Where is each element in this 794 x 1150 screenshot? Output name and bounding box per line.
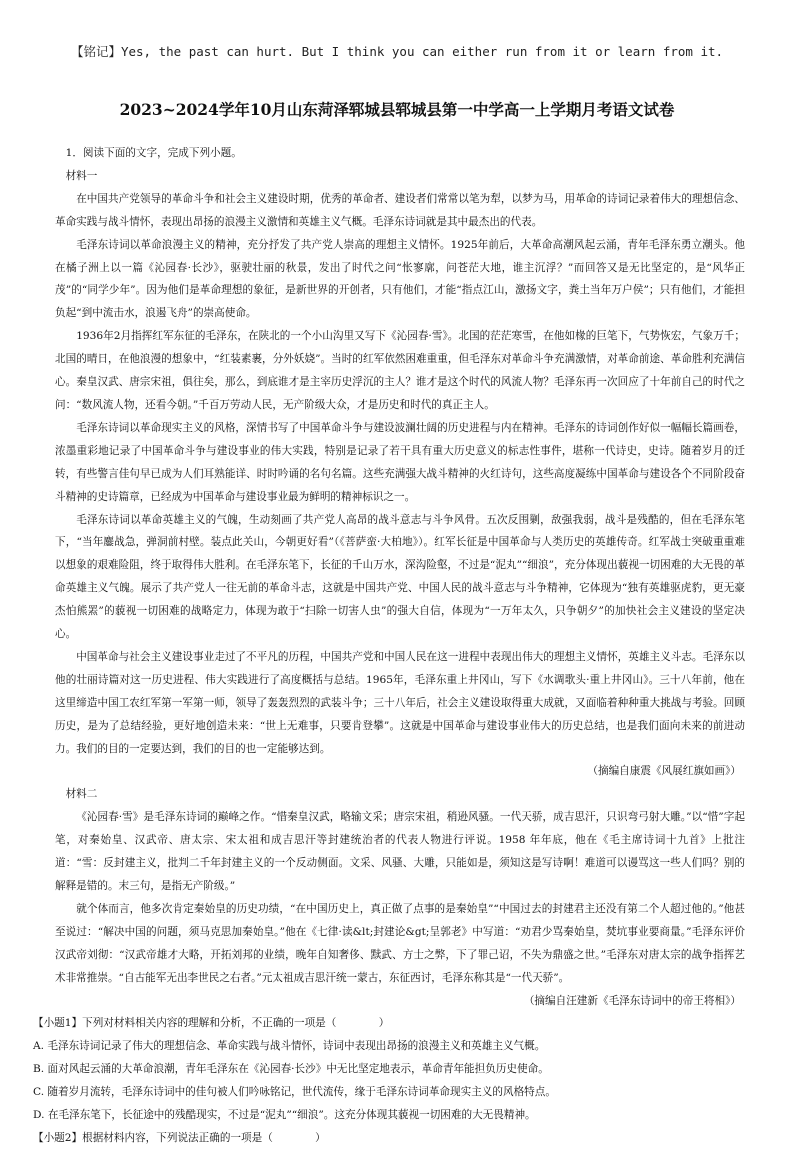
material2-label: 材料二 (65, 788, 98, 801)
question2-stem: 【小题2】根据材料内容，下列说法正确的一项是（ ） (33, 1131, 326, 1144)
page-title: 2023~2024学年10月山东菏泽郓城县郓城县第一中学高一上学期月考语文试卷 (119, 100, 675, 119)
question1-option-d: D. 在毛泽东笔下，长征途中的残酷现实，不过是“泥丸”“细浪”。这充分体现其藐视一切困难的大无畏精神。 (33, 1109, 536, 1122)
question1-option-b: B. 面对风起云涌的大革命浪潮，青年毛泽东在《沁园春·长沙》中无比坚定地表示，革命青年能担负历史使命。 (33, 1063, 549, 1076)
question1-option-a: A. 毛泽东诗词记录了伟大的理想信念、革命实践与战斗情怀，诗词中表现出昂扬的浪漫主义和英雄主义气概。 (33, 1040, 546, 1053)
material2-paragraph: 就个体而言，他多次肯定秦始皇的历史功绩，“在中国历史上，真正做了点事的是秦始皇”“中国过去的封建君主还没有第二个人超过他的。”他甚至说过：“解决中国的问题，须马克思加秦始皇。”他在《七律·读&lt;封建论&gt;呈郭老》中写道：“劝君少骂秦始皇，焚坑事业要商量。”毛泽东评价汉武帝刘彻：“汉武帝雄才大略，开拓刘邦的业绩，晚年自知奢侈、黩武、方士之弊，下了罪己诏，不失为鼎盛之世。”毛泽东对唐太宗的战争指挥艺术非常推崇。“自古能军无出李世民之右者。”元太祖成吉思汗统一蒙古，东征西讨，毛泽东称其是“一代天骄”。 (55, 902, 745, 984)
question-content (33, 142, 745, 1150)
question1-stem: 【小题1】下列对材料相关内容的理解和分析，不正确的一项是（ ） (33, 1017, 390, 1030)
material1-paragraph: 毛泽东诗词以革命浪漫主义的精神，充分抒发了共产党人崇高的理想主义情怀。1925年前后，大革命高潮风起云涌，青年毛泽东勇立潮头。他在橘子洲上以一篇《沁园春·长沙》，驱驶壮丽的秋景，发出了时代之问“怅寥廓，问苍茫大地，谁主沉浮？”而回答又是无比坚定的，是“风华正茂”的“同学少年”。因为他们是革命理想的象征，是新世界的开创者，只有他们，才能“指点江山，激扬文字，粪土当年万户侯”；只有他们，才能担负起“到中流击水，浪遏飞舟”的崇高使命。 (55, 238, 745, 320)
material2-paragraph: 《沁园春·雪》是毛泽东诗词的巅峰之作。“惜秦皇汉武，略输文采；唐宗宋祖，稍逊风骚。一代天骄，成吉思汗，只识弯弓射大雕。”以“惜”字起笔，对秦始皇、汉武帝、唐太宗、宋太祖和成吉思汗等封建统治者的代表人物进行评说。1958 年年底，他在《毛主席诗词十九首》上批注道：“雪：反封建主义，批判二千年封建主义的一个反动侧面。文采、风骚、大雕，只能如是，须知这是写诗啊！难道可以谩骂这一些人们吗？别的解释是错的。末三句，是指无产阶级。” (55, 811, 745, 892)
material1-source: （摘编自康震《风展红旗如画》） (587, 765, 741, 778)
material1-paragraph: 在中国共产党领导的革命斗争和社会主义建设时期，优秀的革命者、建设者们常常以笔为犁，以梦为马，用革命的诗词记录着伟大的理想信念、革命实践与战斗情怀，表现出昂扬的浪漫主义激情和英雄主义气概。毛泽东诗词就是其中最杰出的代表。 (55, 192, 745, 228)
material1-paragraph: 1936年2月指挥红军东征的毛泽东，在陕北的一个小山沟里又写下《沁园春·雪》。北国的茫茫寒雪，在他如椽的巨笔下，气势恢宏，气象万千；北国的晴日，在他浪漫的想象中，“红装素裹，分外妖娆”。当时的红军依然困难重重，但毛泽东对革命斗争充满激情，对革命前途、革命胜利充满信心。秦皇汉武、唐宗宋祖，俱往矣，那么，到底谁才是主宰历史浮沉的主人？谁才是这个时代的风流人物？毛泽东再一次回应了十年前自己的时代之问：“数风流人物，还看今朝。”千百万劳动人民，无产阶级大众，才是历史和时代的真正主人。 (55, 330, 745, 411)
material1-paragraph: 毛泽东诗词以革命英雄主义的气魄，生动刻画了共产党人高昂的战斗意志与斗争风骨。五次反围剿，敌强我弱，战斗是残酷的，但在毛泽东笔下，“当年鏖战急，弹洞前村壁。装点此关山，今朝更好看”（《菩萨蛮·大柏地》）。红军长征是中国革命与人类历史的英雄传奇。红军战士突破重重难以想象的艰难险阻，终于取得伟大胜利。在毛泽东笔下，长征的千山万水，深沟险壑，不过是“泥丸”“细浪”，充分体现出藐视一切困难的大无畏的革命英雄主义气魄。展示了共产党人一往无前的革命斗志，这就是中国共产党、中国人民的战斗意志与斗争精神，它体现为“独有英雄驱虎豹，更无豪杰怕熊罴”的藐视一切困难的战略定力，体现为敢于“扫除一切害人虫”的强大自信，体现为“一万年太久，只争朝夕”的加快社会主义建设的坚定决心。 (55, 513, 745, 641)
question-intro: 1．阅读下面的文字，完成下列小题。 (65, 147, 242, 159)
material2-source: （摘编自汪建新《毛泽东诗词中的帝王将相》） (523, 994, 741, 1007)
motto-banner: 【铭记】Yes, the past can hurt. But I think you can either run from it or learn from it. (70, 44, 724, 59)
question1-option-c: C. 随着岁月流转，毛泽东诗词中的佳句被人们吟咏铭记，世代流传，缘于毛泽东诗词革命现实主义的风格特点。 (33, 1086, 556, 1099)
material1-paragraph: 中国革命与社会主义建设事业走过了不平凡的历程，中国共产党和中国人民在这一进程中表现出伟大的理想主义情怀，英雄主义斗志。毛泽东以他的壮丽诗篇对这一历史进程、伟大实践进行了高度概括与总结。1965年，毛泽东重上井冈山，写下《水调歌头·重上井冈山》。三十八年前，他在这里缔造中国工农红军第一军第一师，领导了轰轰烈烈的武装斗争；三十八年后，社会主义建设取得重大成就，又面临着种种重大挑战与考验。回顾历史，是为了总结经验，更好地创造未来：“世上无难事，只要肯登攀”。这就是中国革命与建设事业伟大的历史总结，也是我们面向未来的前进动力。我们的目的一定要达到，我们的目的也一定能够达到。 (55, 650, 745, 755)
material1-label: 材料一 (65, 169, 98, 182)
material1-paragraph: 毛泽东诗词以革命现实主义的风格，深情书写了中国革命斗争与建设波澜壮阔的历史进程与内在精神。毛泽东的诗词创作好似一幅幅长篇画卷，浓墨重彩地记录了中国革命斗争与建设事业的伟大实践，特别是记录了若干具有重大历史意义的标志性事件，堪称一代诗史，史诗。随着岁月的迁转，有些警言佳句早已成为人们耳熟能详、时时吟诵的名句名篇。这些充满强大战斗精神的火红诗句，这些高度凝练中国革命与建设各个不同阶段奋斗精神的史诗篇章，已经成为中国革命与建设事业最为鲜明的精神标识之一。 (55, 421, 745, 503)
